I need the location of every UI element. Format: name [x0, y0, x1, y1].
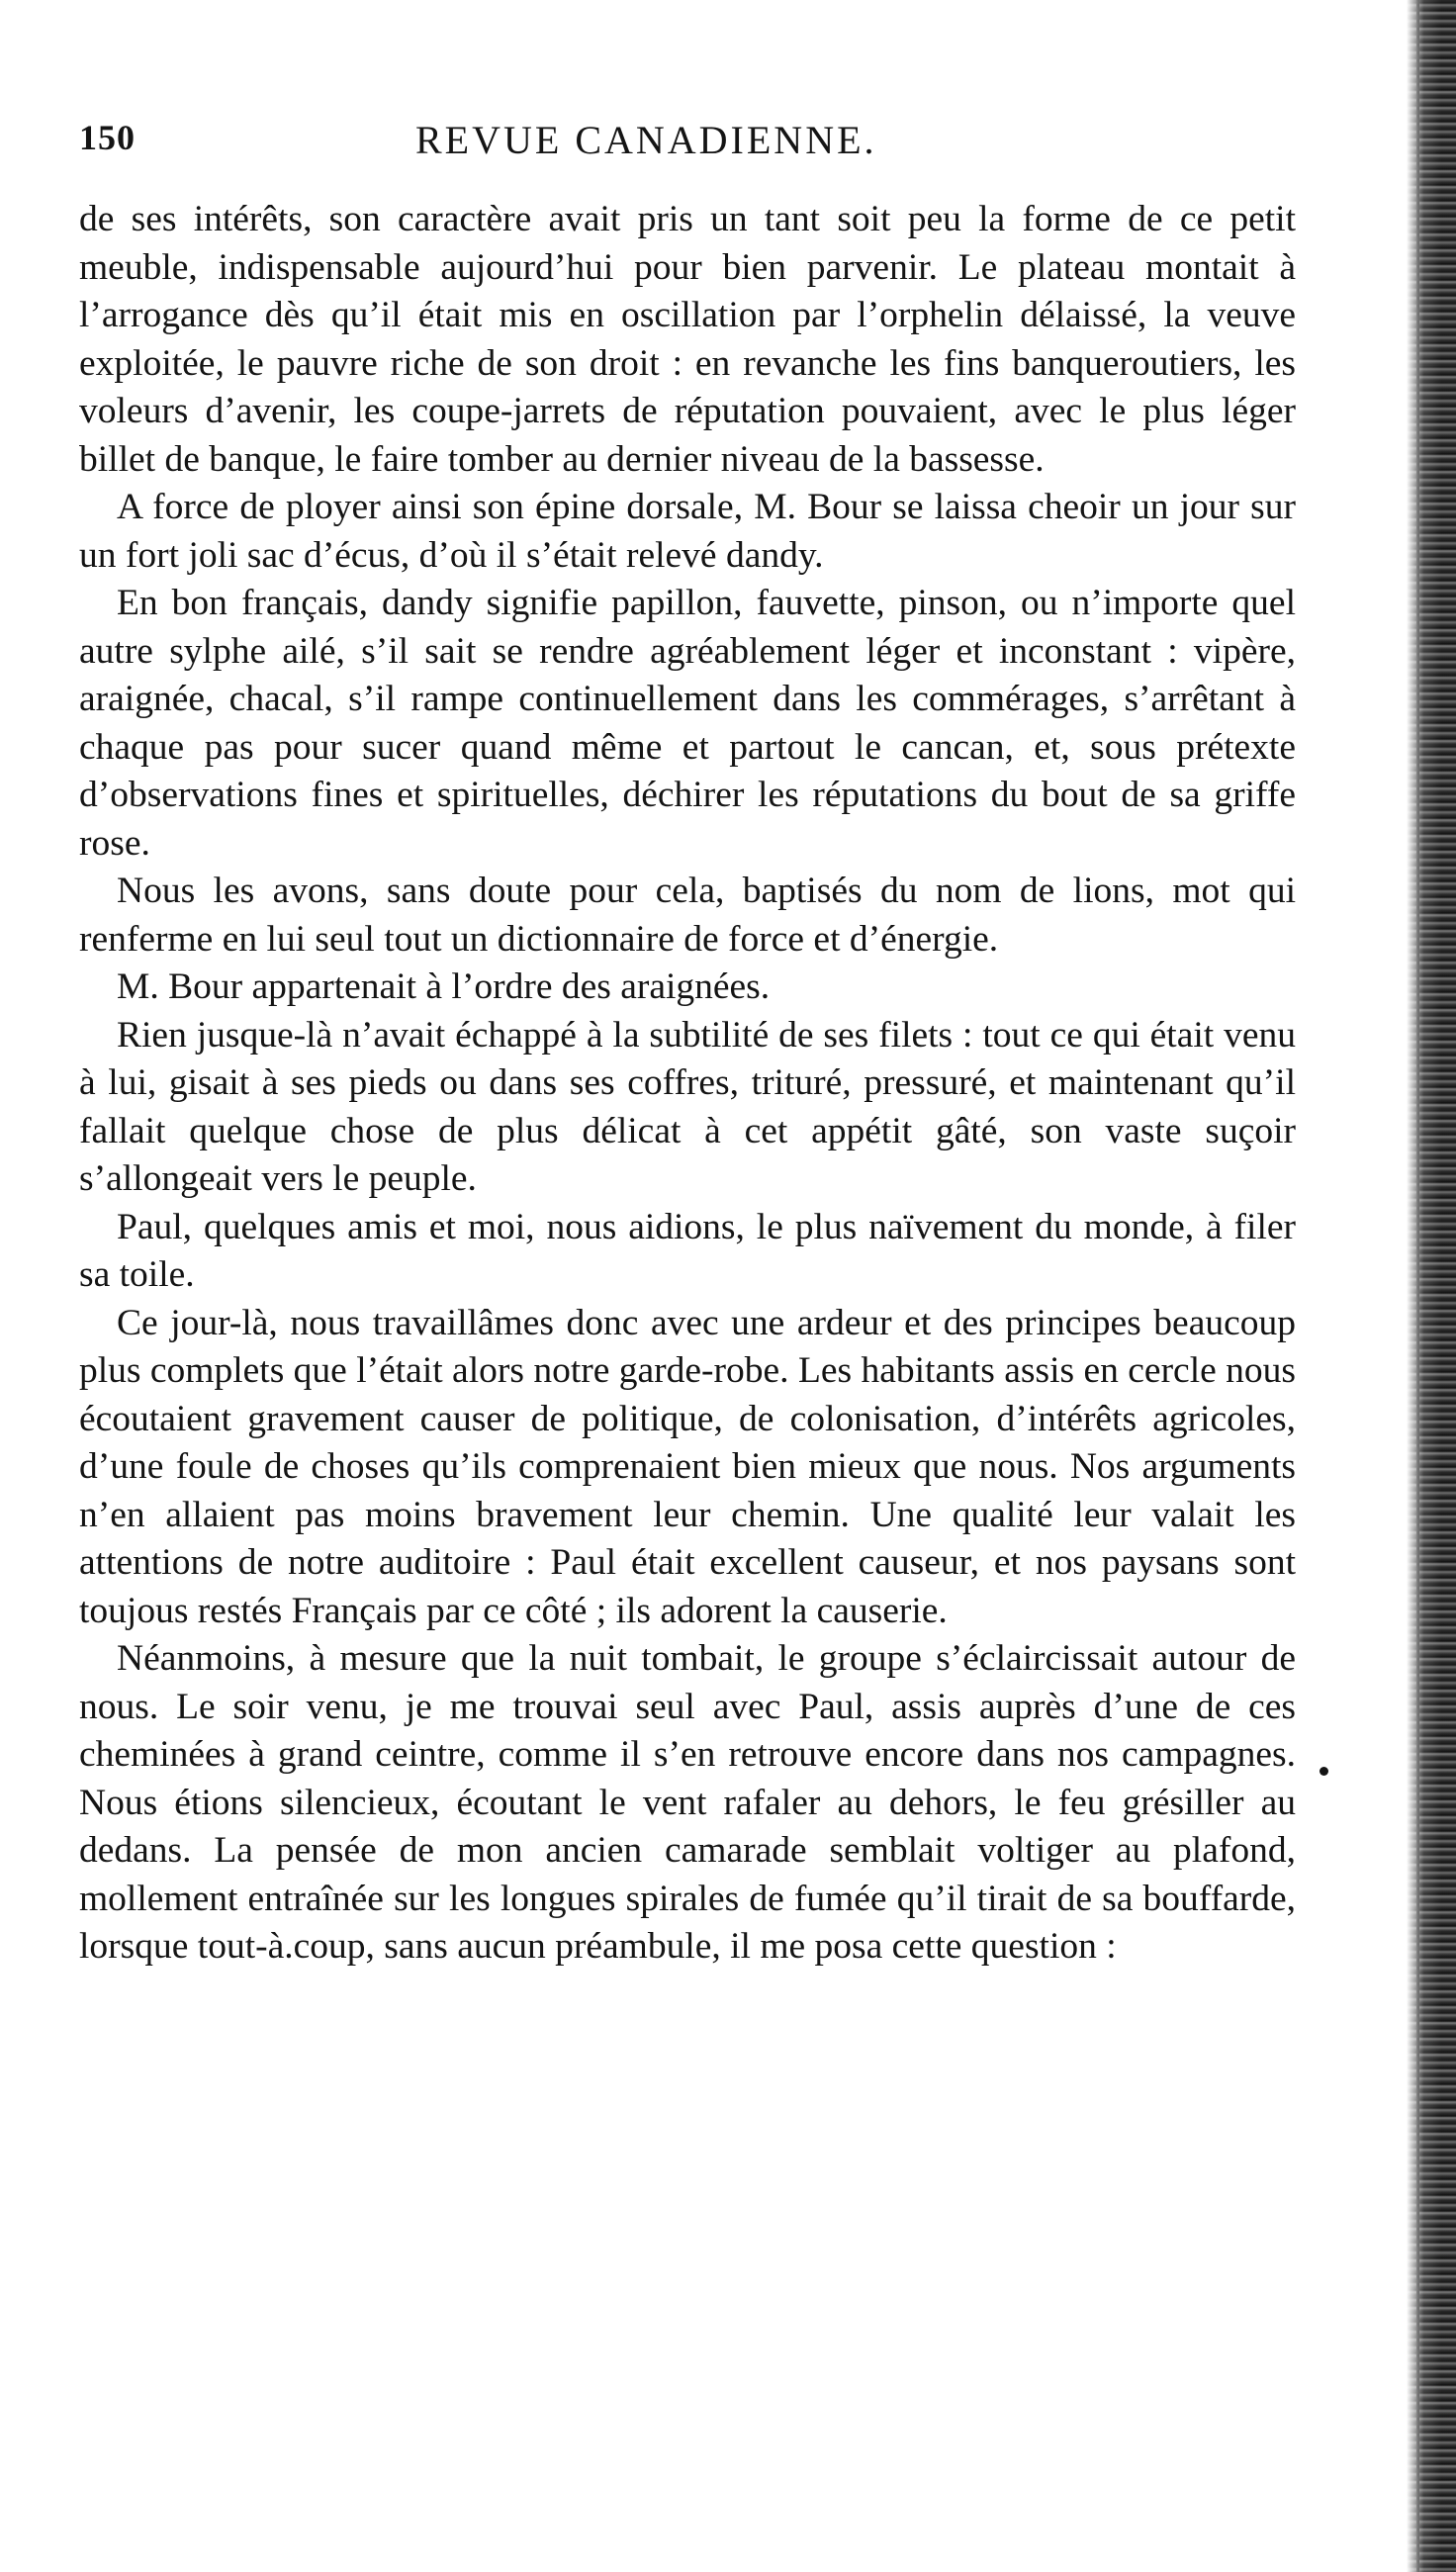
paragraph: Rien jusque-là n’avait échappé à la subtilité de ses filets : tout ce qui était venu à lui, gisait à ses pieds ou dans ses coffres, trituré, pressuré, et maintenant qu’il fallait quelque chose de plus délicat à cet appétit gâté, son vaste suçoir s’allongeait vers le peuple.: [79, 1014, 1296, 1199]
paragraph: A force de ployer ainsi son épine dorsale, M. Bour se laissa cheoir un jour sur un fort joli sac d’écus, d’où il s’était relevé dandy.: [79, 487, 1296, 576]
paragraph: Néanmoins, à mesure que la nuit tombait, le groupe s’éclaircissait autour de nous. Le soir venu, je me trouvai seul avec Paul, assis auprès d’une de ces cheminées à grand ceintre, comme il s’en retrouve encore dans nos campagnes. Nous étions silencieux, écoutant le vent rafaler au dehors, le feu grésiller au dedans. La pensée de mon ancien camarade semblait voltiger au plafond, mollement entraînée sur les longues spirales de fumée qu’il tirait de sa bouffarde, lorsque tout-à.coup, sans aucun préambule, il me posa cette question :: [79, 1638, 1296, 1967]
paragraph: Nous les avons, sans doute pour cela, baptisés du nom de lions, mot qui renferme en lui seul tout un dictionnaire de force et d’énergie.: [79, 871, 1296, 960]
page-number: 150: [79, 118, 136, 157]
paragraph: Ce jour-là, nous travaillâmes donc avec une ardeur et des principes beaucoup plus complets que l’était alors notre garde-robe. Les habitants assis en cercle nous écoutaient gravement causer de politique, de colonisation, d’intérêts agricoles, d’une foule de choses qu’ils comprenaient bien mieux que nous. Nos arguments n’en allaient pas moins bravement leur chemin. Une qualité leur valait les attentions de notre auditoire : Paul était excellent causeur, et nos paysans sont toujous restés Français par ce côté ; ils adorent la causerie.: [79, 1302, 1296, 1631]
margin-mark: [1320, 1767, 1328, 1776]
binding-edge: [1407, 0, 1456, 2572]
running-head: REVUE CANADIENNE.: [415, 118, 877, 162]
paragraph-continued: de ses intérêts, son caractère avait pris un tant soit peu la forme de ce petit meuble, indispensable aujourd’hui pour bien parvenir. Le plateau montait à l’arrogance dès qu’il était mis en oscillation par l’orphelin délaissé, la veuve exploitée, le pauvre riche de son droit : en revanche les fins banqueroutiers, les voleurs d’avenir, les coupe-jarrets de réputation pouvaient, avec le plus léger billet de banque, le faire tomber au dernier niveau de la bassesse.: [79, 199, 1296, 480]
page-header: [79, 117, 1296, 176]
paragraph: En bon français, dandy signifie papillon, fauvette, pinson, ou n’importe quel autre sylphe ailé, s’il sait se rendre agréablement léger et inconstant : vipère, araignée, chacal, s’il rampe continuellement dans les commérages, s’arrêtant à chaque pas pour sucer quand même et partout le cancan, et, sous prétexte d’observations fines et spirituelles, déchirer les réputations du bout de sa griffe rose.: [79, 583, 1296, 864]
body-text: [79, 196, 1296, 1972]
paragraph: M. Bour appartenait à l’ordre des araignées.: [117, 966, 771, 1007]
paragraph: Paul, quelques amis et moi, nous aidions, le plus naïvement du monde, à filer sa toile.: [79, 1206, 1296, 1295]
